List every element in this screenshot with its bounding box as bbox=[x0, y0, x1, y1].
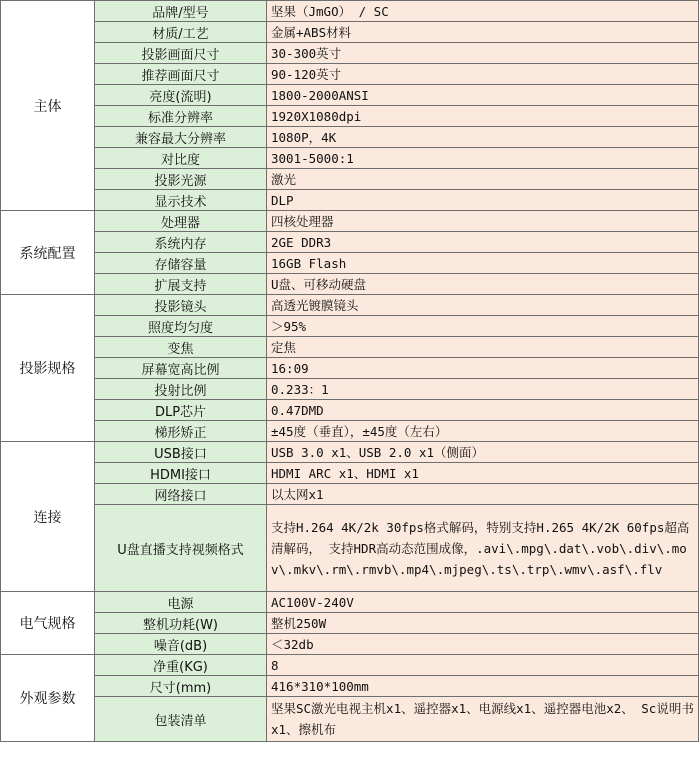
spec-row bbox=[1, 316, 699, 337]
spec-value: 1920X1080dpi bbox=[267, 106, 699, 127]
category-cell: 投影规格 bbox=[1, 295, 95, 442]
spec-value: 30-300英寸 bbox=[267, 43, 699, 64]
spec-key: 扩展支持 bbox=[95, 274, 267, 295]
spec-key: 对比度 bbox=[95, 148, 267, 169]
spec-value: 90-120英寸 bbox=[267, 64, 699, 85]
spec-row bbox=[1, 676, 699, 697]
spec-row bbox=[1, 127, 699, 148]
spec-row bbox=[1, 274, 699, 295]
spec-key: DLP芯片 bbox=[95, 400, 267, 421]
spec-key: 推荐画面尺寸 bbox=[95, 64, 267, 85]
spec-row bbox=[1, 64, 699, 85]
spec-value: 以太网x1 bbox=[267, 484, 699, 505]
spec-key: 变焦 bbox=[95, 337, 267, 358]
spec-row bbox=[1, 697, 699, 742]
spec-key: 包装清单 bbox=[95, 697, 267, 742]
spec-value: 坚果SC激光电视主机x1、遥控器x1、电源线x1、遥控器电池x2、 Sc说明书x1、擦机布 bbox=[267, 697, 699, 742]
spec-value: 0.233：1 bbox=[267, 379, 699, 400]
spec-row bbox=[1, 358, 699, 379]
category-cell: 电气规格 bbox=[1, 592, 95, 655]
spec-key: 屏幕宽高比例 bbox=[95, 358, 267, 379]
spec-row bbox=[1, 613, 699, 634]
spec-key: U盘直播支持视频格式 bbox=[95, 505, 267, 592]
category-cell: 主体 bbox=[1, 1, 95, 211]
spec-key: 照度均匀度 bbox=[95, 316, 267, 337]
spec-key: 投射比例 bbox=[95, 379, 267, 400]
spec-row bbox=[1, 232, 699, 253]
spec-value: U盘、可移动硬盘 bbox=[267, 274, 699, 295]
spec-value: ＜32db bbox=[267, 634, 699, 655]
spec-value: 整机250W bbox=[267, 613, 699, 634]
spec-value: 0.47DMD bbox=[267, 400, 699, 421]
spec-row bbox=[1, 169, 699, 190]
spec-row bbox=[1, 421, 699, 442]
spec-value: 8 bbox=[267, 655, 699, 676]
spec-key: 投影画面尺寸 bbox=[95, 43, 267, 64]
spec-value: USB 3.0 x1、USB 2.0 x1（侧面） bbox=[267, 442, 699, 463]
spec-row bbox=[1, 400, 699, 421]
spec-value: 定焦 bbox=[267, 337, 699, 358]
spec-row bbox=[1, 190, 699, 211]
spec-key: 兼容最大分辨率 bbox=[95, 127, 267, 148]
spec-value: 支持H.264 4K/2k 30fps格式解码，特别支持H.265 4K/2K 60fps超高清解码， 支持HDR高动态范围成像，.avi\.mpg\.dat\.vob\.div\.mov\.mkv\.rm\.rmvb\.mp4\.mjpeg\.ts\.trp\.wmv\.asf\.flv bbox=[267, 505, 699, 592]
spec-key: 显示技术 bbox=[95, 190, 267, 211]
spec-key: 电源 bbox=[95, 592, 267, 613]
spec-row bbox=[1, 463, 699, 484]
spec-key: 整机功耗(W) bbox=[95, 613, 267, 634]
spec-key: 净重(KG) bbox=[95, 655, 267, 676]
spec-value: 高透光镀膜镜头 bbox=[267, 295, 699, 316]
spec-key: 噪音(dB) bbox=[95, 634, 267, 655]
spec-value: 2GE DDR3 bbox=[267, 232, 699, 253]
spec-key: 存储容量 bbox=[95, 253, 267, 274]
spec-table-body bbox=[1, 1, 699, 742]
category-cell: 连接 bbox=[1, 442, 95, 592]
category-cell: 外观参数 bbox=[1, 655, 95, 742]
spec-key: 处理器 bbox=[95, 211, 267, 232]
spec-key: 投影镜头 bbox=[95, 295, 267, 316]
spec-row bbox=[1, 337, 699, 358]
spec-value: 激光 bbox=[267, 169, 699, 190]
spec-row bbox=[1, 1, 699, 22]
spec-row bbox=[1, 22, 699, 43]
spec-key: 梯形矫正 bbox=[95, 421, 267, 442]
spec-row bbox=[1, 655, 699, 676]
spec-value: 16GB Flash bbox=[267, 253, 699, 274]
spec-key: 尺寸(mm) bbox=[95, 676, 267, 697]
spec-row bbox=[1, 592, 699, 613]
spec-row bbox=[1, 379, 699, 400]
spec-value: 四核处理器 bbox=[267, 211, 699, 232]
spec-key: 亮度(流明) bbox=[95, 85, 267, 106]
spec-row bbox=[1, 505, 699, 592]
spec-key: 标准分辨率 bbox=[95, 106, 267, 127]
spec-row bbox=[1, 253, 699, 274]
spec-value: 16:09 bbox=[267, 358, 699, 379]
spec-key: 品牌/型号 bbox=[95, 1, 267, 22]
spec-row bbox=[1, 43, 699, 64]
spec-row bbox=[1, 85, 699, 106]
spec-value: 金属+ABS材料 bbox=[267, 22, 699, 43]
spec-row bbox=[1, 211, 699, 232]
spec-value: 1080P，4K bbox=[267, 127, 699, 148]
spec-row bbox=[1, 442, 699, 463]
spec-row bbox=[1, 634, 699, 655]
spec-key: USB接口 bbox=[95, 442, 267, 463]
category-cell: 系统配置 bbox=[1, 211, 95, 295]
spec-value: ±45度（垂直），±45度（左右） bbox=[267, 421, 699, 442]
spec-value: 3001-5000:1 bbox=[267, 148, 699, 169]
spec-row bbox=[1, 106, 699, 127]
spec-row bbox=[1, 148, 699, 169]
spec-value: DLP bbox=[267, 190, 699, 211]
spec-row bbox=[1, 484, 699, 505]
spec-key: 材质/工艺 bbox=[95, 22, 267, 43]
spec-key: 网络接口 bbox=[95, 484, 267, 505]
spec-key: HDMI接口 bbox=[95, 463, 267, 484]
spec-value: AC100V-240V bbox=[267, 592, 699, 613]
spec-value: HDMI ARC x1、HDMI x1 bbox=[267, 463, 699, 484]
spec-row bbox=[1, 295, 699, 316]
spec-value: 坚果（JmGO） / SC bbox=[267, 1, 699, 22]
spec-value: 416*310*100mm bbox=[267, 676, 699, 697]
spec-key: 投影光源 bbox=[95, 169, 267, 190]
spec-value: 1800-2000ANSI bbox=[267, 85, 699, 106]
spec-value: ＞95% bbox=[267, 316, 699, 337]
spec-key: 系统内存 bbox=[95, 232, 267, 253]
